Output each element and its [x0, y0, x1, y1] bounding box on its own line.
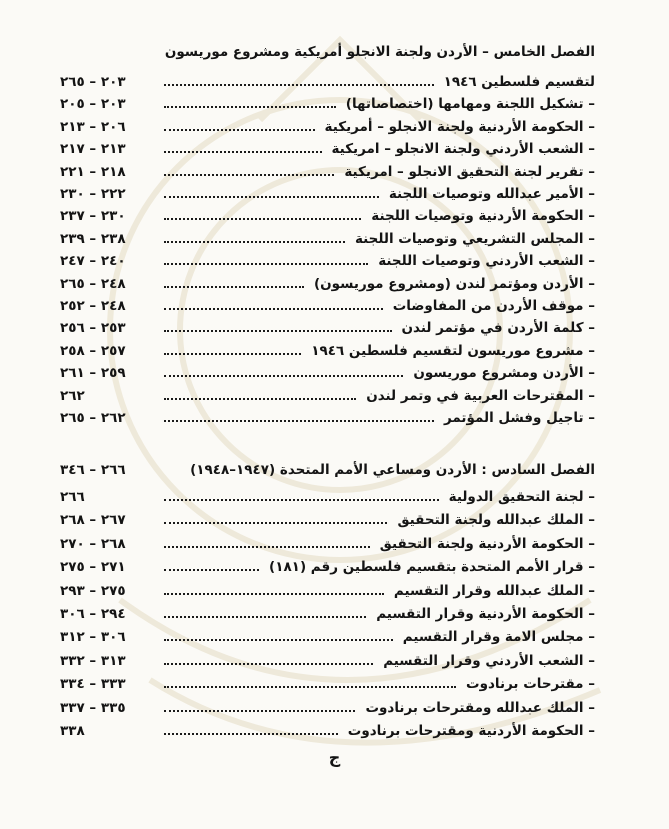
toc-entry-pages: ٢٦٢ [60, 387, 85, 404]
dot-leader [164, 308, 383, 310]
toc-entry [60, 456, 595, 480]
dot-leader [164, 569, 259, 571]
toc-entry-title: – الملك عبدالله ولجنة التحقيق [397, 512, 595, 529]
toc-entry-title: – قرار الأمم المتحدة بتقسيم فلسطين رقم (١٨١) [269, 559, 595, 576]
toc-entry-pages: ٢٦٢ – ٢٦٥ [60, 410, 126, 426]
toc-entry-title: – تاجيل وفشل المؤتمر [443, 410, 595, 426]
toc-entry [60, 553, 595, 577]
toc-entry [60, 90, 595, 114]
dot-leader [164, 106, 336, 108]
toc-entry-title: – مقترحات برنادوت [466, 676, 595, 693]
toc-entry-title: – تقرير لجنة التحقيق الانجلو – امريكية [344, 163, 595, 180]
toc-entry-pages: ٢٤٠ – ٢٤٧ [60, 253, 126, 270]
toc-entry-pages: ٣٣٣ – ٣٣٤ [60, 676, 126, 693]
dot-leader [164, 129, 315, 131]
toc-entry-pages: ٢٥٣ – ٢٥٦ [60, 320, 126, 337]
dot-leader [164, 84, 434, 86]
toc-entry-title: – المجلس التشريعي وتوصيات اللجنة [354, 230, 595, 247]
dot-leader [164, 398, 356, 400]
dot-leader [164, 286, 304, 288]
toc-entry [60, 483, 595, 507]
toc-entry [60, 314, 595, 338]
toc-entry [60, 135, 595, 159]
toc-entry [60, 202, 595, 226]
toc-entry [60, 292, 595, 316]
dot-leader [164, 546, 370, 548]
toc-entry-title: – الشعب الأردني وقرار التقسيم [383, 652, 595, 669]
toc-entry [60, 158, 595, 182]
toc-entry-title: – الحكومة الأردنية ومقترحات برنادوت [347, 723, 595, 739]
toc-entry-title: – الشعب الأردني وتوصيات اللجنة [378, 253, 595, 270]
toc-entry-title: – الأمير عبدالله وتوصيات اللجنة [388, 186, 595, 202]
toc-entry-pages: ٢٦٧ – ٢٦٨ [60, 512, 126, 529]
toc-entry-pages: ٢٦٦ – ٣٤٦ [60, 462, 126, 478]
toc-entry-pages: ٢٤٨ – ٢٦٥ [60, 275, 126, 292]
dot-leader [164, 330, 392, 332]
toc-entry-title: لتقسيم فلسطين ١٩٤٦ [443, 74, 595, 90]
toc-entry-pages: ٢٣٨ – ٢٣٩ [60, 230, 126, 247]
toc-entry [60, 530, 595, 554]
toc-entry-title: – كلمة الأردن في مؤتمر لندن [401, 320, 595, 337]
toc-entry-title: – الحكومة الأردنية وقرار التقسيم [376, 606, 595, 622]
dot-leader [164, 639, 393, 641]
toc-entry-title: – الملك عبدالله وقرار التقسيم [393, 582, 595, 599]
toc-entry-title: الفصل السادس : الأردن ومساعي الأمم المتحدة (١٩٤٧–١٩٤٨) [190, 462, 595, 478]
toc-entry-title: – تشكيل اللجنة ومهامها (اختصاصاتها) [345, 96, 595, 113]
toc-entry-title: – المقترحات العربية في وتمر لندن [366, 387, 595, 404]
dot-leader [164, 218, 361, 220]
toc-entry [60, 225, 595, 249]
dot-leader [164, 263, 368, 265]
toc-entry-pages: ٢٠٦ – ٢١٣ [60, 118, 126, 135]
toc-entry-pages: ٢٣٠ – ٢٣٧ [60, 208, 126, 225]
toc-entry-pages: ٢٤٨ – ٢٥٢ [60, 298, 126, 314]
toc-entry [60, 694, 595, 718]
toc-entry [60, 600, 595, 624]
dot-leader [164, 593, 384, 595]
dot-leader [164, 420, 434, 422]
toc-entry [60, 180, 595, 204]
toc-entry-title: – موقف الأردن من المفاوضات [392, 298, 595, 314]
toc-entry-title: – الحكومة الأردنية ولجنة التحقيق [379, 535, 595, 552]
toc-entry [60, 623, 595, 647]
toc-entry [60, 577, 595, 601]
toc-entry [60, 506, 595, 530]
dot-leader [164, 686, 456, 688]
toc-entry [60, 270, 595, 294]
toc-entry-pages: ٢٥٩ – ٢٦١ [60, 365, 126, 382]
toc-entry-pages: ٣١٣ – ٣٣٢ [60, 652, 126, 669]
toc-entry-pages: ٢٢٢ – ٢٣٠ [60, 186, 126, 202]
dot-leader [164, 353, 301, 355]
toc-entry-pages: ٢٩٤ – ٣٠٦ [60, 606, 126, 622]
toc-entry-pages: ٢٦٦ [60, 489, 85, 505]
toc-entry-title: – مشروع موريسون لتقسيم فلسطين ١٩٤٦ [311, 342, 595, 359]
dot-leader [164, 174, 334, 176]
toc-entry-pages: ٣٣٥ – ٣٣٧ [60, 699, 126, 716]
dot-leader [164, 241, 345, 243]
toc-entry-title: – مجلس الامة وقرار التقسيم [402, 629, 595, 646]
toc-entry-title: – لجنة التحقيق الدولية [448, 489, 595, 505]
toc-entry [60, 717, 595, 741]
dot-leader [164, 375, 403, 377]
dot-leader [164, 733, 338, 735]
toc-entry-title: – الحكومة الأردنية وتوصيات اللجنة [371, 208, 595, 225]
toc-entry-title: – الحكومة الأردنية ولجنة الانجلو – أمريكية [324, 118, 595, 135]
toc-entry-pages: ٢٧١ – ٢٧٥ [60, 559, 126, 576]
toc-entry [60, 647, 595, 671]
toc-entry-pages: ٣٣٨ [60, 723, 85, 739]
toc-entry [60, 382, 595, 406]
toc-entry [60, 404, 595, 428]
toc-entry-pages: ٢١٣ – ٢١٧ [60, 141, 126, 158]
dot-leader [164, 710, 355, 712]
toc-entry-pages: ٢٠٣ – ٢٠٥ [60, 96, 126, 113]
toc-entry [60, 359, 595, 383]
toc-entry-pages: ٢٥٧ – ٢٥٨ [60, 342, 126, 359]
toc-entry-title: – الأردن ومؤتمر لندن (ومشروع موريسون) [313, 275, 595, 292]
toc-entry-title: – الأردن ومشروع موريسون [413, 365, 595, 382]
toc-entry-pages: ٢٦٨ – ٢٧٠ [60, 535, 126, 552]
toc-entry [60, 247, 595, 271]
dot-leader [164, 499, 439, 501]
section-5-heading: الفصل الخامس – الأردن ولجنة الانجلو أمريكية ومشروع موريسون [164, 44, 595, 60]
toc-entry [60, 670, 595, 694]
dot-leader [164, 151, 322, 153]
toc-entry-pages: ٢٠٣ – ٢٦٥ [60, 74, 126, 90]
dot-leader [164, 616, 366, 618]
dot-leader [164, 663, 373, 665]
toc-entry [60, 113, 595, 137]
dot-leader [164, 196, 379, 198]
toc-entry-pages: ٣٠٦ – ٣١٢ [60, 629, 126, 646]
dot-leader [164, 522, 387, 524]
toc-entry [60, 337, 595, 361]
toc-entry [60, 68, 595, 92]
toc-entry-title: – الملك عبدالله ومقترحات برنادوت [365, 699, 595, 716]
page-letter: ج [328, 748, 341, 767]
toc-entry-pages: ٢٧٥ – ٢٩٣ [60, 582, 126, 599]
toc-entry-title: – الشعب الأردني ولجنة الانجلو – امريكية [331, 141, 595, 158]
toc-entry-pages: ٢١٨ – ٢٢١ [60, 163, 126, 180]
